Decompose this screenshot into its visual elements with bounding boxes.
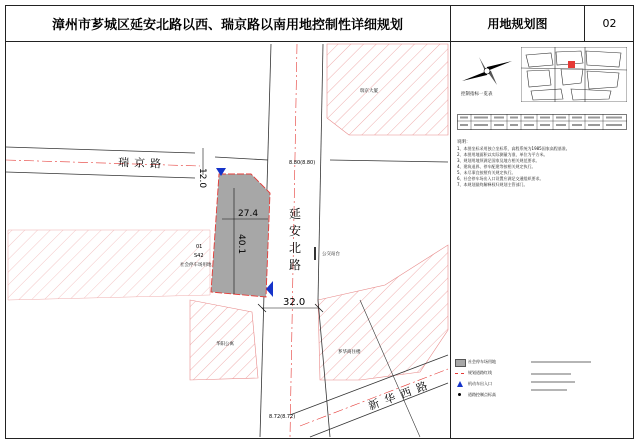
indicator-table <box>457 114 627 130</box>
hatched-block-southeast <box>318 245 448 380</box>
dim-yanan-width: 32.0 <box>283 297 306 308</box>
north-arrow-icon <box>457 51 517 91</box>
legend-label: 道路控制点标高 <box>468 392 496 397</box>
side-panel <box>451 43 633 438</box>
elevation-dot-icon <box>458 393 461 396</box>
place-label-north: 瑞京大厦 <box>360 89 378 94</box>
road-label-xinhua: 新华西路 <box>366 377 435 413</box>
place-label-southwest: 华阳公寓 <box>216 342 234 347</box>
road-label-yanan: 延 <box>289 207 302 221</box>
legend <box>455 359 525 419</box>
hatched-block-north <box>327 44 448 135</box>
entrance-triangle-icon <box>457 381 463 387</box>
road-label-yanan: 安 <box>289 224 302 238</box>
parcel-swatch-icon <box>455 359 466 367</box>
site-location-marker <box>568 61 575 68</box>
title-bar <box>5 5 634 42</box>
dim-ruijing-width: 12.0 <box>197 168 207 189</box>
parcel-id: 01 <box>196 244 203 250</box>
road-label-yanan: 北 <box>289 241 302 255</box>
parcel-code: S42 <box>194 253 204 259</box>
note-line: 7、本规划最终解释权归规划主管部门。 <box>457 182 528 187</box>
road-label-yanan: 路 <box>289 258 302 272</box>
note-line: 4、建筑退界、停车配建等按相关规定执行。 <box>457 164 536 169</box>
note-line: 2、本图用地面积以实际测量为准，单位为平方米。 <box>457 152 548 157</box>
legend-label: 规划道路红线 <box>468 370 492 375</box>
road-label-ruijing: 瑞京路 <box>117 156 167 171</box>
elevation-bottom: 8.72(8.72) <box>269 414 296 420</box>
note-line: 6、社会停车场出入口设置应满足交通组织要求。 <box>457 176 544 181</box>
hatched-block-southwest <box>190 300 258 380</box>
dim-parcel-width: 27.4 <box>238 209 259 219</box>
note-line: 5、未尽事宜按照有关规定执行。 <box>457 170 516 175</box>
table-caption: 控制指标一览表 <box>461 92 493 97</box>
place-label-southeast: 芗华商住楼 <box>338 350 361 355</box>
note-line: 1、本图坐标采用独立坐标系，高程系统为1985国家高程基准。 <box>457 146 570 151</box>
sheet-name: 用地规划图 <box>487 16 548 31</box>
location-key-map <box>521 47 627 102</box>
sheet-number: 02 <box>602 16 617 30</box>
place-label-bus: 公交站台 <box>322 252 340 257</box>
note-line: 3、规划用地须满足国家及地方相关规范要求。 <box>457 158 540 163</box>
legend-extra <box>531 359 626 409</box>
plan-title: 漳州市芗城区延安北路以西、瑞京路以南用地控制性详细规划 <box>51 17 403 33</box>
entrance-marker <box>266 281 273 297</box>
legend-label: 社会停车场用地 <box>468 359 496 364</box>
red-line-icon <box>455 373 464 374</box>
parcel-label: 社会停车场用地 <box>180 263 212 268</box>
land-use-map <box>6 43 449 438</box>
elevation-top: 8.80(8.80) <box>289 160 316 166</box>
dim-parcel-depth: 40.1 <box>236 234 246 255</box>
notes-title: 说明： <box>457 140 471 145</box>
legend-label: 机动车出入口 <box>468 381 492 386</box>
ruijing-road <box>6 147 448 178</box>
